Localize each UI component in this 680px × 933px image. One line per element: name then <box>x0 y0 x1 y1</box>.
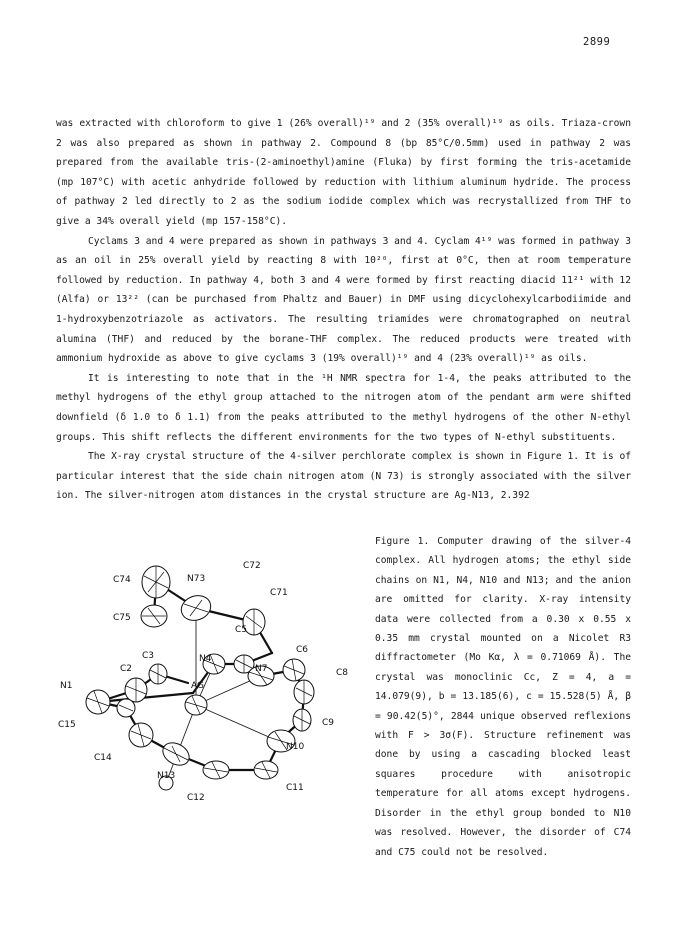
page-number: 2899 <box>583 36 611 48</box>
label-n1: N1 <box>60 681 73 691</box>
label-c15: C15 <box>58 720 76 730</box>
label-c72: C72 <box>243 561 261 571</box>
label-n4: N4 <box>199 654 212 664</box>
silver-complex-drawing <box>56 548 356 810</box>
label-n73: N73 <box>187 574 206 584</box>
label-c8: C8 <box>336 668 349 678</box>
label-c74: C74 <box>113 575 131 585</box>
figure-caption: Figure 1. Computer drawing of the silver-4 complex. All hydrogen atoms; the ethyl side chains on N1, N4, N10 and N13; and the anion are omitted for clarity. X-ray intensity data were collected from a 0.30 x 0.55 x 0.35 mm crystal mounted on a Nicolet R3 diffractometer (Mo Kα, λ = 0.71069 Å). The crystal was monoclinic Cc, Z = 4, a = 14.079(9), b = 13.185(6), c = 15.528(5) Å, β = 90.42(5)°, 2844 unique observed reflexions with F > 3σ(F). Structure refinement was done by using a cascading blocked least squares procedure with anisotropic temperature for all atoms except hydrogens. Disorder in the ethyl group bonded to N10 was resolved. However, the disorder of C74 and C75 could not be resolved. <box>375 536 631 858</box>
label-c75: C75 <box>113 613 131 623</box>
label-c6: C6 <box>296 645 309 655</box>
label-n10: N10 <box>286 742 305 752</box>
label-n13: N13 <box>157 771 176 781</box>
paragraph-4: The X-ray crystal structure of the 4-silver perchlorate complex is shown in Figure 1. It is of particular interest that the side chain nitrogen atom (N 73) is strongly associated with the silver ion. The silver-nitrogen atom distances in the crystal structure are Ag-N13, 2.392 <box>56 451 631 502</box>
ortep-figure <box>56 548 356 810</box>
label-c3: C3 <box>142 651 155 661</box>
paragraph-3: It is interesting to note that in the ¹H NMR spectra for 1-4, the peaks attributed to the methyl hydrogens of the ethyl group attached to the nitrogen atom of the pendant arm were shifted downfield (δ 1.0 to δ 1.1) from the peaks attributed to the methyl hydrogens of the other N-ethyl groups. This shift reflects the different environments for the two types of N-ethyl substituents. <box>56 372 631 443</box>
label-c14: C14 <box>94 753 112 763</box>
label-ag: AG <box>191 681 204 691</box>
paragraph-2: Cyclams 3 and 4 were prepared as shown in pathways 3 and 4. Cyclam 4¹⁹ was formed in pathway 3 as an oil in 25% overall yield by reacting 8 with 10²⁰, first at 0°C, then at room temperature followed by reduction. In pathway 4, both 3 and 4 were formed by first reacting diacid 11²¹ with 12 (Alfa) or 13²² (can be purchased from Phaltz and Bauer) in DMF using dicyclohexylcarbodiimide and 1-hydroxybenzotriazole as activators. The resulting triamides were chromatographed on neutral alumina (THF) and reduced by the borane-THF complex. The reduced products were treated with ammonium hydroxide as above to give cyclams 3 (19% overall)¹⁹ and 4 (23% overall)¹⁹ as oils. <box>56 235 631 365</box>
label-n7: N7 <box>255 664 268 674</box>
label-c12: C12 <box>187 793 205 803</box>
label-c2: C2 <box>120 664 133 674</box>
label-c5: C5 <box>235 625 248 635</box>
label-c9: C9 <box>322 718 335 728</box>
label-c71: C71 <box>270 588 288 598</box>
body-text <box>56 114 631 506</box>
label-c11: C11 <box>286 783 304 793</box>
paragraph-1: was extracted with chloroform to give 1 (26% overall)¹⁹ and 2 (35% overall)¹⁹ as oils. Triaza-crown 2 was also prepared as shown in pathway 2. Compound 8 (bp 85°C/0.5mm) used in pathway 2 was prepared from the available tris-(2-aminoethyl)amine (Fluka) by first forming the tris-acetamide (mp 107°C) with acetic anhydride followed by reduction with lithium aluminum hydride. The process of pathway 2 led directly to 2 as the sodium iodide complex which was recrystallized from THF to give a 34% overall yield (mp 157-158°C). <box>56 118 631 227</box>
